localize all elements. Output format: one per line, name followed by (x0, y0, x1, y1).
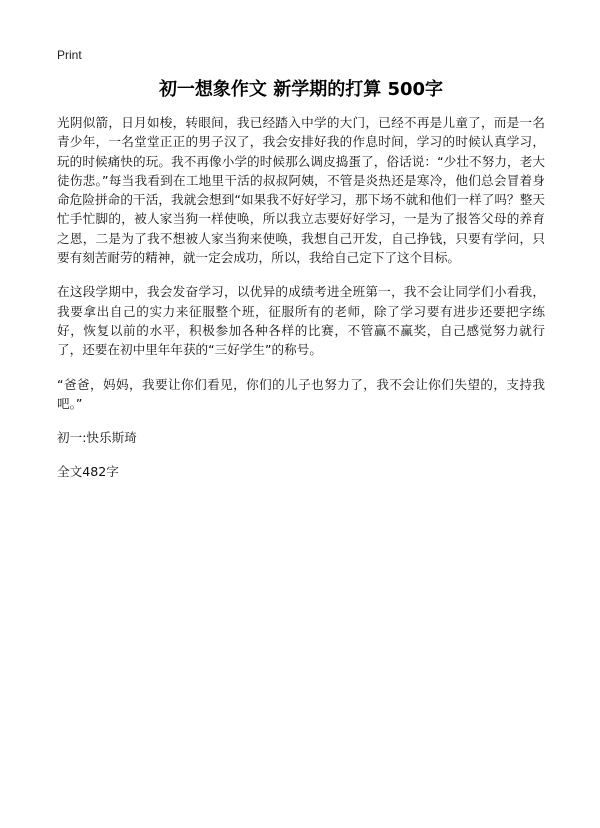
print-link[interactable]: Print (57, 48, 82, 62)
article-paragraph-3: “爸爸，妈妈，我要让你们看见，你们的儿子也努力了，我不会让你们失望的，支持我吧。” (57, 376, 545, 411)
article-title: 初一想象作文 新学期的打算 500字 (158, 79, 444, 100)
author-signature: 初一:快乐斯琦 (57, 430, 137, 446)
article-paragraph-2: 在这段学期中，我会发奋学习，以优异的成绩考进全班第一，我不会让同学们小看我，我要拿出自己的实力来征服整个班，征服所有的老师，除了学习要有进步还要把字练好，恢复以前的水平，积极参加各种各样的比赛，不管赢不赢奖，自己感觉努力就行了，还要在初中里年年获的“三好学生”的称号。 (57, 284, 545, 358)
article-paragraph-1: 光阴似箭，日月如梭，转眼间，我已经踏入中学的大门，已经不再是儿童了，而是一名青少年，一名堂堂正正的男子汉了，我会安排好我的作息时间，学习的时候认真学习，玩的时候痛快的玩。我不再像小学的时候那么调皮捣蛋了，俗话说：“少壮不努力，老大徒伤悲。”每当我看到在工地里干活的叔叔阿姨，不管是炎热还是寒冷，他们总会冒着身命危险拼命的干活，我就会想到“如果我不好好学习，那下场不就和他们一样了吗？整天忙手忙脚的，被人家当狗一样使唤，所以我立志要好好学习，一是为了报答父母的养育之恩，二是为了我不想被人家当狗来使唤，我想自己开发，自己挣钱，只要有学问，只要有刻苦耐劳的精神，就一定会成功，所以，我给自己定下了这个目标。 (57, 115, 545, 266)
word-count: 全文482字 (57, 464, 119, 480)
